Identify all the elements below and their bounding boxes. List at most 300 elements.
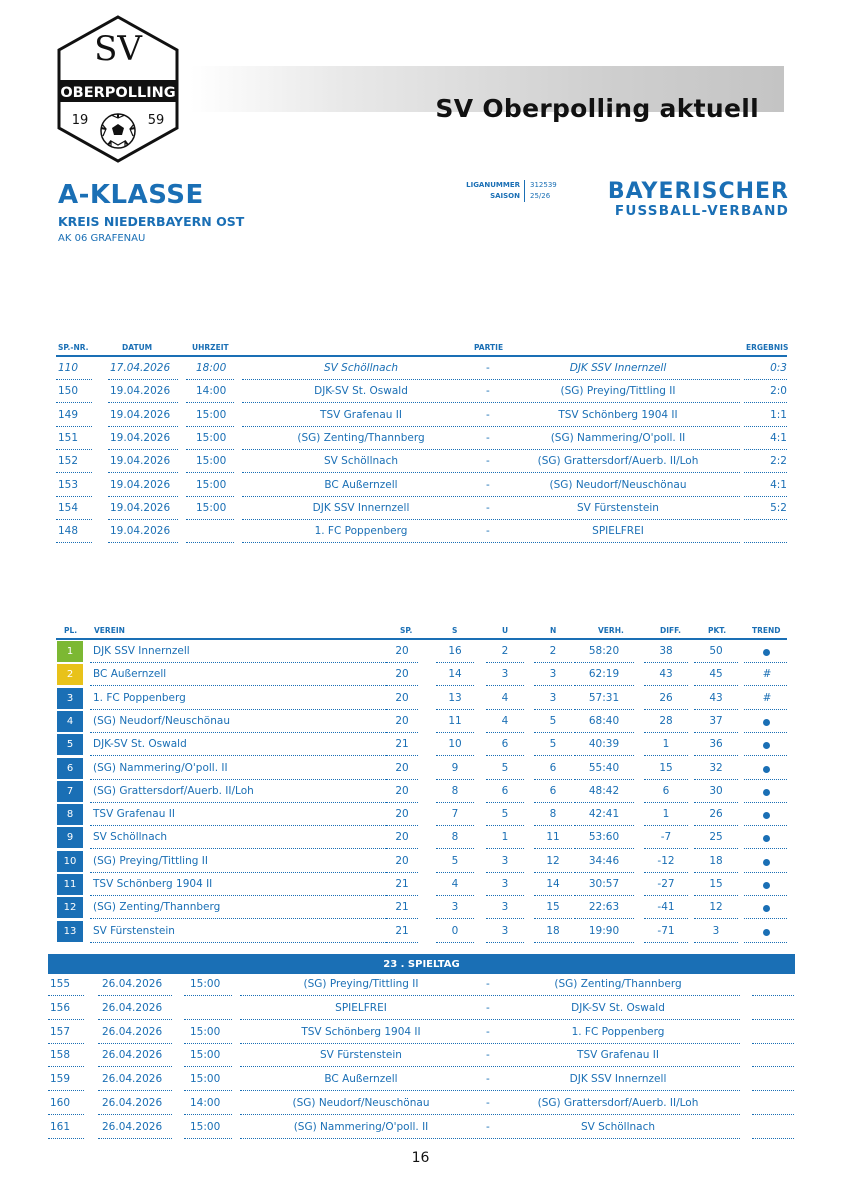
row-divider: [242, 519, 740, 520]
col-header-diff: DIFF.: [660, 626, 682, 635]
row-divider: [240, 1138, 740, 1139]
row-divider: [644, 685, 688, 686]
row-divider: [694, 825, 738, 826]
row-divider: [90, 779, 386, 780]
round-separator: -: [486, 1025, 490, 1038]
round-nr: 156: [50, 1001, 71, 1014]
team-u: 2: [501, 645, 509, 657]
row-divider: [242, 496, 740, 497]
row-divider: [90, 662, 386, 663]
row-divider: [56, 472, 92, 473]
team-goals: 22:63: [588, 901, 620, 914]
row-divider: [744, 496, 787, 497]
row-divider: [486, 662, 524, 663]
col-header-n: N: [550, 626, 557, 635]
round-date: 26.04.2026: [102, 1025, 163, 1038]
col-header-date: DATUM: [122, 343, 153, 352]
round-nr: 157: [50, 1025, 71, 1038]
row-divider: [108, 426, 178, 427]
row-divider: [48, 995, 84, 996]
rank-badge: [57, 827, 83, 848]
row-divider: [184, 1043, 232, 1044]
team-n: 11: [546, 831, 560, 844]
page-number: 16: [411, 1150, 430, 1166]
fixture-away: (SG) Neudorf/Neuschönau: [549, 478, 687, 491]
round-away: DJK-SV St. Oswald: [571, 1001, 665, 1014]
row-divider: [242, 426, 740, 427]
team-sp: 20: [395, 714, 409, 727]
row-divider: [436, 662, 474, 663]
row-divider: [240, 1066, 740, 1067]
team-name: 1. FC Poppenberg: [93, 691, 186, 704]
rank-badge: [57, 897, 83, 918]
team-u: 3: [501, 901, 509, 914]
col-header-u: U: [502, 626, 509, 635]
row-divider: [90, 895, 386, 896]
round-away: (SG) Zenting/Thannberg: [554, 978, 682, 990]
row-divider: [436, 918, 474, 919]
row-divider: [744, 848, 787, 849]
row-divider: [436, 872, 474, 873]
round-separator: -: [486, 1120, 490, 1133]
rank-number: 8: [66, 809, 74, 821]
row-divider: [534, 779, 572, 780]
row-divider: [744, 918, 787, 919]
row-divider: [242, 402, 740, 403]
row-divider: [56, 496, 92, 497]
round-date: 26.04.2026: [102, 1049, 163, 1062]
col-header-pts: PKT.: [708, 626, 727, 635]
rank-number: 6: [66, 762, 74, 774]
row-divider: [486, 942, 524, 943]
row-divider: [744, 802, 787, 803]
fixture-separator: -: [486, 385, 490, 398]
round-time: 15:00: [190, 1049, 221, 1062]
fixture-date: 19.04.2026: [110, 385, 171, 398]
trend-dot-icon: [763, 812, 770, 819]
row-divider: [534, 732, 572, 733]
fixture-time: 15:00: [196, 501, 227, 514]
team-s: 9: [451, 761, 459, 774]
row-divider: [694, 848, 738, 849]
round-home: (SG) Neudorf/Neuschönau: [292, 1097, 430, 1109]
team-n: 3: [549, 691, 557, 704]
fixture-date: 19.04.2026: [110, 525, 171, 538]
rank-badge: [57, 734, 83, 755]
team-s: 0: [451, 924, 459, 937]
row-divider: [386, 918, 418, 919]
row-divider: [694, 779, 738, 780]
rank-badge: [57, 781, 83, 802]
team-name: (SG) Grattersdorf/Auerb. II/Loh: [93, 784, 254, 797]
team-sp: 20: [395, 854, 409, 867]
rank-number: 10: [63, 855, 77, 867]
team-name: BC Außernzell: [93, 668, 167, 681]
row-divider: [744, 779, 787, 780]
team-sp: 20: [395, 645, 409, 657]
row-divider: [694, 895, 738, 896]
league-group: AK 06 GRAFENAU: [58, 233, 146, 244]
team-u: 4: [501, 691, 509, 704]
fixture-result: 4:1: [770, 478, 787, 491]
rank-number: 7: [66, 785, 74, 797]
trend-dot-icon: [763, 766, 770, 773]
round-separator: -: [486, 1073, 490, 1086]
team-s: 13: [448, 691, 462, 704]
row-divider: [98, 1066, 172, 1067]
row-divider: [386, 755, 418, 756]
team-n: 18: [546, 924, 560, 937]
col-header-result: ERGEBNIS: [746, 343, 789, 352]
row-divider: [644, 709, 688, 710]
row-divider: [574, 895, 634, 896]
row-divider: [574, 825, 634, 826]
team-u: 5: [501, 761, 509, 774]
row-divider: [752, 995, 794, 996]
row-divider: [694, 872, 738, 873]
team-sp: 20: [395, 761, 409, 774]
row-divider: [486, 918, 524, 919]
team-s: 5: [451, 854, 459, 867]
rank-number: 2: [66, 669, 74, 681]
row-divider: [90, 825, 386, 826]
fixture-home: SV Schöllnach: [323, 362, 399, 374]
row-divider: [108, 379, 178, 380]
trend-dot-icon: [763, 859, 770, 866]
row-divider: [694, 802, 738, 803]
row-divider: [90, 709, 386, 710]
fixture-home: TSV Grafenau II: [320, 408, 402, 421]
team-goals: 57:31: [588, 691, 620, 704]
league-district: KREIS NIEDERBAYERN OST: [58, 214, 245, 229]
team-sp: 21: [395, 738, 409, 751]
team-goals: 53:60: [588, 831, 620, 844]
round-away: DJK SSV Innernzell: [569, 1073, 667, 1086]
fixture-time: 15:00: [196, 478, 227, 491]
rank-badge: [57, 758, 83, 779]
team-diff: -71: [657, 924, 675, 937]
round-nr: 160: [50, 1097, 71, 1109]
saison-label: SAISON: [440, 191, 525, 202]
row-divider: [108, 472, 178, 473]
row-divider: [108, 542, 178, 543]
fixture-home: SV Schöllnach: [323, 455, 399, 468]
row-divider: [186, 496, 234, 497]
rank-number: 11: [63, 879, 77, 890]
round-nr: 159: [50, 1073, 71, 1086]
round-date: 26.04.2026: [102, 978, 163, 990]
fixture-separator: -: [486, 455, 490, 468]
row-divider: [48, 1138, 84, 1139]
liga-value: 312539: [530, 181, 557, 189]
row-divider: [56, 379, 92, 380]
team-name: (SG) Nammering/O'poll. II: [93, 761, 228, 774]
team-sp: 21: [395, 878, 409, 890]
team-u: 4: [501, 714, 509, 727]
row-divider: [644, 662, 688, 663]
row-divider: [574, 872, 634, 873]
team-pts: 3: [712, 924, 720, 937]
row-divider: [48, 1019, 84, 1020]
team-goals: 30:57: [588, 878, 620, 890]
rank-number: 5: [66, 739, 74, 751]
fixture-away: SPIELFREI: [592, 525, 644, 538]
round-time: 15:00: [190, 1120, 221, 1133]
fixture-result: 5:2: [770, 501, 787, 514]
row-divider: [744, 872, 787, 873]
row-divider: [694, 662, 738, 663]
row-divider: [48, 1043, 84, 1044]
team-n: 6: [549, 784, 557, 797]
col-header-match: PARTIE: [474, 343, 504, 352]
fixture-nr: 151: [58, 431, 79, 444]
rank-number: 12: [63, 902, 77, 914]
trend-dot-icon: [763, 905, 770, 912]
team-goals: 58:20: [588, 645, 620, 657]
row-divider: [90, 802, 386, 803]
row-divider: [574, 779, 634, 780]
row-divider: [574, 942, 634, 943]
row-divider: [534, 709, 572, 710]
round-time: 15:00: [190, 1073, 221, 1086]
fixture-home: DJK-SV St. Oswald: [314, 385, 408, 398]
row-divider: [90, 848, 386, 849]
row-divider: [184, 1019, 232, 1020]
team-u: 3: [501, 878, 509, 890]
team-goals: 19:90: [588, 924, 620, 937]
row-divider: [436, 685, 474, 686]
row-divider: [386, 662, 418, 663]
team-goals: 42:41: [588, 808, 620, 821]
team-n: 15: [546, 901, 560, 914]
row-divider: [694, 755, 738, 756]
team-n: 5: [549, 738, 557, 751]
round-away: TSV Grafenau II: [577, 1049, 659, 1062]
row-divider: [486, 872, 524, 873]
team-goals: 40:39: [588, 738, 620, 751]
round-separator: -: [486, 1097, 490, 1109]
row-divider: [574, 918, 634, 919]
row-divider: [90, 918, 386, 919]
team-goals: 48:42: [588, 784, 620, 797]
fixture-date: 19.04.2026: [110, 431, 171, 444]
row-divider: [56, 519, 92, 520]
fixture-result: 0:3: [770, 362, 787, 374]
row-divider: [98, 995, 172, 996]
matchday-header: 23 . SPIELTAG: [48, 954, 795, 974]
team-pts: 18: [709, 854, 723, 867]
fixture-date: 19.04.2026: [110, 501, 171, 514]
col-header-time: UHRZEIT: [192, 343, 229, 352]
team-n: 14: [546, 878, 560, 890]
saison-value: 25/26: [530, 192, 551, 200]
fixture-time: 14:00: [196, 385, 227, 398]
row-divider: [644, 848, 688, 849]
row-divider: [534, 872, 572, 873]
team-diff: -27: [657, 878, 675, 890]
rank-badge: [57, 641, 83, 662]
club-logo: [56, 14, 180, 164]
fixture-separator: -: [486, 362, 490, 374]
row-divider: [534, 662, 572, 663]
row-divider: [752, 1114, 794, 1115]
row-divider: [242, 472, 740, 473]
rank-badge: [57, 804, 83, 825]
row-divider: [486, 825, 524, 826]
row-divider: [744, 895, 787, 896]
row-divider: [436, 732, 474, 733]
row-divider: [486, 709, 524, 710]
row-divider: [574, 685, 634, 686]
row-divider: [48, 1114, 84, 1115]
standings-header-rule: [56, 638, 787, 640]
row-divider: [486, 732, 524, 733]
row-divider: [744, 662, 787, 663]
row-divider: [386, 685, 418, 686]
row-divider: [436, 779, 474, 780]
team-sp: 20: [395, 784, 409, 797]
team-sp: 21: [395, 924, 409, 937]
col-header-trend: TREND: [752, 626, 781, 635]
row-divider: [48, 1066, 84, 1067]
row-divider: [534, 685, 572, 686]
rank-number: 13: [63, 925, 77, 937]
row-divider: [436, 825, 474, 826]
row-divider: [240, 1114, 740, 1115]
team-u: 6: [501, 738, 509, 751]
fixture-separator: -: [486, 408, 490, 421]
row-divider: [108, 496, 178, 497]
row-divider: [90, 732, 386, 733]
row-divider: [486, 755, 524, 756]
team-s: 14: [448, 668, 462, 681]
round-time: 14:00: [190, 1097, 221, 1109]
team-name: TSV Grafenau II: [93, 808, 175, 821]
row-divider: [744, 825, 787, 826]
team-s: 11: [448, 714, 462, 727]
fixture-date: 19.04.2026: [110, 478, 171, 491]
row-divider: [186, 379, 234, 380]
fixture-nr: 149: [58, 408, 79, 421]
row-divider: [694, 732, 738, 733]
federation-logo: [608, 180, 789, 218]
logo-name-text: OBERPOLLING: [60, 85, 176, 101]
row-divider: [186, 542, 234, 543]
fixture-separator: -: [486, 525, 490, 538]
row-divider: [184, 1090, 232, 1091]
team-n: 5: [549, 714, 557, 727]
team-diff: -41: [657, 901, 675, 914]
row-divider: [56, 402, 92, 403]
team-pts: 26: [709, 808, 723, 821]
row-divider: [186, 472, 234, 473]
team-diff: 28: [659, 714, 673, 727]
round-separator: -: [486, 978, 490, 990]
team-goals: 68:40: [588, 714, 620, 727]
row-divider: [752, 1138, 794, 1139]
row-divider: [98, 1043, 172, 1044]
round-date: 26.04.2026: [102, 1120, 163, 1133]
row-divider: [90, 872, 386, 873]
trend-dot-icon: [763, 649, 770, 656]
trend-dot-icon: [763, 719, 770, 726]
team-diff: 1: [662, 808, 670, 821]
row-divider: [574, 709, 634, 710]
row-divider: [240, 1043, 740, 1044]
row-divider: [574, 732, 634, 733]
federation-line1: BAYERISCHER: [607, 179, 789, 204]
fixture-nr: 153: [58, 478, 79, 491]
row-divider: [436, 942, 474, 943]
row-divider: [90, 942, 386, 943]
row-divider: [694, 942, 738, 943]
rank-number: 9: [66, 832, 74, 844]
row-divider: [90, 685, 386, 686]
row-divider: [436, 709, 474, 710]
team-diff: 15: [659, 761, 673, 774]
row-divider: [486, 802, 524, 803]
logo-top-text: SV: [94, 29, 142, 69]
row-divider: [436, 848, 474, 849]
team-name: (SG) Zenting/Thannberg: [93, 901, 221, 914]
fixture-nr: 148: [58, 525, 79, 538]
row-divider: [56, 426, 92, 427]
fixture-away: (SG) Preying/Tittling II: [560, 385, 676, 398]
team-s: 16: [448, 645, 462, 657]
row-divider: [744, 542, 787, 543]
col-header-pl: PL.: [64, 626, 78, 635]
row-divider: [644, 942, 688, 943]
team-diff: 38: [659, 645, 673, 657]
row-divider: [644, 779, 688, 780]
round-time: 15:00: [190, 978, 221, 990]
row-divider: [186, 402, 234, 403]
row-divider: [534, 895, 572, 896]
row-divider: [744, 732, 787, 733]
row-divider: [574, 755, 634, 756]
rank-badge: [57, 688, 83, 709]
rank-number: 1: [66, 646, 74, 657]
row-divider: [644, 918, 688, 919]
round-nr: 155: [50, 978, 71, 990]
team-name: (SG) Preying/Tittling II: [93, 854, 208, 867]
team-pts: 25: [709, 831, 723, 844]
trend-dot-icon: [763, 789, 770, 796]
team-s: 8: [451, 784, 459, 797]
team-goals: 62:19: [588, 668, 620, 681]
logo-year-right: 59: [147, 113, 165, 128]
rank-badge: [57, 664, 83, 685]
team-name: SV Schöllnach: [93, 831, 168, 844]
fixture-away: TSV Schönberg 1904 II: [558, 408, 678, 421]
row-divider: [386, 802, 418, 803]
fixtures-header-rule: [56, 355, 787, 357]
row-divider: [240, 995, 740, 996]
col-header-team: VEREIN: [94, 626, 125, 635]
row-divider: [386, 872, 418, 873]
team-diff: 26: [659, 691, 673, 704]
row-divider: [186, 519, 234, 520]
round-separator: -: [486, 1049, 490, 1062]
row-divider: [744, 402, 787, 403]
row-divider: [98, 1090, 172, 1091]
row-divider: [48, 1090, 84, 1091]
row-divider: [744, 379, 787, 380]
fixture-date: 19.04.2026: [110, 455, 171, 468]
row-divider: [386, 848, 418, 849]
row-divider: [184, 1066, 232, 1067]
row-divider: [386, 732, 418, 733]
